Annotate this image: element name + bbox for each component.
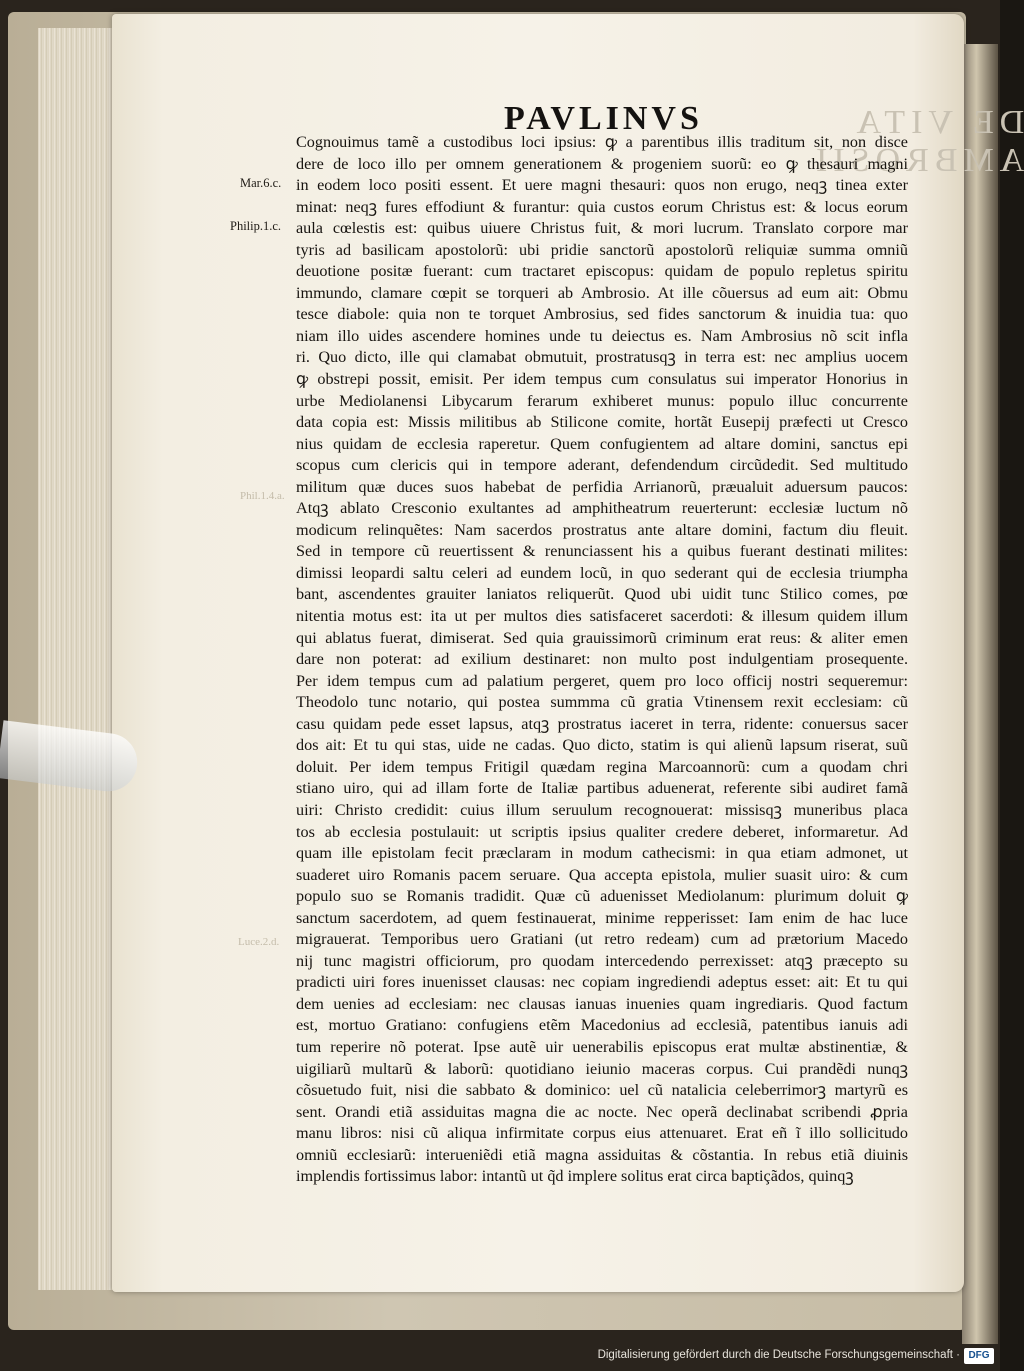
text-line: doluit. Per idem tempus Fritigil quædam regina Marcoannorũ: cum a quodam chri [296, 757, 908, 776]
text-line: bant, ascendentes grauiter laniatos reliquerũt. Quod ubi uidit tunc Stilico comes, pœ [296, 585, 908, 604]
text-line: immundo, clamare cœpit se torqueri ab Ambrosio. At ille cõuersus ad eum ait: Obmu [296, 283, 908, 302]
text-line: minat: neqꝫ fures effodiunt & furantur: quia custos eorum Christus est: & locus eorum [296, 197, 908, 216]
text-line: uigiliarũ multarũ & laborũ: quotidiano ieiunio maceras corpus. Cui prandẽdi nunqꝫ [296, 1059, 908, 1078]
text-line: modicum relinquẽtes: Nam sacerdos prostratus ante altare domini, factum diu fleuit. [296, 520, 908, 539]
page-edges [38, 28, 122, 1290]
funding-credit: Digitalisierung gefördert durch die Deutsche Forschungsgemeinschaft · [597, 1349, 960, 1361]
text-line: manu libros: nisi cũ aliqua infirmitate corpus eius attenuaret. Erat eñ ĩ illo sollicitudo [296, 1124, 908, 1143]
text-line: tyris ad basilicam apostolorũ: ubi pridie sanctorũ apostolorũ reliquiæ summa omniũ [296, 240, 908, 259]
text-line: Atqꝫ ablato Cresconio exultantes ad amphitheatrum reuerterunt: ecclesiæ luctum nõ [296, 499, 908, 518]
text-line: est, mortuo Gratiano: confugiens etẽm Macedonius ad ecclesiã, patentibus ianuis adi [296, 1016, 908, 1035]
text-line: cõsuetudo fuit, nisi die sabbato & dominico: uel cũ natalicia celeberrimorꝫ martyrũ es [296, 1081, 908, 1100]
text-line: dare non poterat: ad exilium destinaret: non multo post indulgentiam prosequente. [296, 650, 908, 669]
footer-bar [0, 1344, 1000, 1371]
text-line: Per idem tempus cum ad palatium pergeret, quem pro loco officij nostri sequeremur: [296, 671, 908, 690]
text-line: dimissi leopardi saltu celeri ad eundem locũ, in quo sederant qui de ecclesia triumpha [296, 563, 908, 582]
text-line: casu quidam pede esset lapsus, atqꝫ prostratus iaceret in terra, ridente: conuersus sacer [296, 714, 908, 733]
text-line: scopus cum clericis qui in tempore aderant, defendendum circũdedit. Sed multitudo [296, 456, 908, 475]
text-line: data copia est: Missis militibus ab Stilicone comite, hortãt Eusepij præfecti ut Cresco [296, 413, 908, 432]
text-line: omniũ ecclesiarũ: interueniẽdi etiã magna assiduitas & cõstantia. In rebus etiã diuinis [296, 1145, 908, 1164]
text-line: Sed in tempore cũ reuertissent & renunciassent his a quibus fuerant destinati milites: [296, 542, 908, 561]
text-line: nitentia motus est: ita ut per multos dies satisfaceret sacerdoti: & illesum quidem illum [296, 607, 908, 626]
text-line: in eodem loco positi essent. Et uere magni thesauri: quos non erugo, neqꝫ tinea exter [296, 176, 908, 195]
text-line: Theodolo tunc notario, qui postea summma cũ gratia Vtinensem rexit ecclesiam: cũ [296, 693, 908, 712]
text-line: suaderet uiro Romanis pacem seruare. Qua accepta epistola, mulier suasit uiro: & cum [296, 865, 908, 884]
text-line: quam ille epistolam fecit præclaram in modum cathecismi: in qua etiam admonet, ut [296, 844, 908, 863]
text-line: implendis fortissimus labor: intantũ ut q̃d implere solitus erat circa baptiçãdos, quinqꝫ [296, 1167, 854, 1186]
text-line: nij tunc magistri officiorum, pro quodam intercedendo perrexisset: atqꝫ præcepto su [296, 951, 908, 970]
text-line: uiri: Christo credidit: cuius illum seruulum recognouerat: missisqꝫ muneribus placa [296, 800, 908, 819]
text-line: urbe Mediolanensi Libycarum ferarum exhiberet munus: populo illuc concurrente [296, 391, 908, 410]
text-line: tum reperire nõ poterat. Ipse autẽ uir uenerabilis episcopus erat multæ abstinentiæ, & [296, 1037, 908, 1056]
show-through-note: Luce.2.d. [238, 936, 280, 948]
dfg-logo-icon: DFG [964, 1348, 994, 1364]
text-line: ri. Quo dicto, ille qui clamabat obmutuit, prostratusqꝫ in terra est: nec amplius uocem [296, 348, 908, 367]
text-line: Cognouimus tamẽ a custodibus loci ipsius: ꝙ a parentibus illis traditum sit, non disce [296, 133, 908, 151]
text-line: sent. Orandi etiã assiduitas magna die ac nocte. Nec operã declinabat scribendi ꝓpria [296, 1102, 908, 1121]
text-line: dos ait: Et tu qui stas, uide ne cadas. Quo dicto, statim is qui alienũ lapsum riserat, suũ [296, 736, 908, 755]
text-line: qui ablatus fuerat, dimiserat. Sed quia grauissimorũ criminum erat reus: & aliter emen [296, 628, 908, 647]
margin-note: Mar.6.c. [240, 176, 282, 190]
show-through-title: DE VITA AMBROSII [810, 104, 1024, 179]
text-line: ꝙ obstrepi possit, emisit. Per idem tempus cum consulatus sui imperator Honorius in [296, 370, 908, 389]
text-block [296, 132, 908, 1188]
text-line: pradicti uiri fores inuenisset clausas: nec copiam ingrediendi adeptus esset: ait: Et tu qui [296, 973, 908, 992]
text-line: tesce diabole: quia non te torquet Ambrosius, sed fides sanctorum & inuidia tua: quo [296, 305, 908, 324]
text-line: tos ab ecclesia postulauit: ut scriptis ipsius qualiter credere deberet, informaretur. Ad [296, 822, 908, 841]
text-line: dere de loco illo per omnem generationem & progeniem suorũ: eo ꝙ thesauri magni [296, 154, 908, 173]
text-line: stiano uiro, qui ad illam forte de Italiæ partibus aduenerat, referente sibi audiret famã [296, 779, 908, 798]
text-line: populo suo se Romanis tradidit. Quæ cũ aduenisset Mediolanum: plurimum doluit ꝙ [296, 887, 908, 906]
text-line: deuotione positæ fuerant: cum tractaret episcopus: quidam de populo repletus spiritu [296, 262, 908, 281]
text-line: nius quidam de ecclesia raperetur. Quem confugientem ad altare domini, sanctus epi [296, 434, 908, 453]
running-title: PAVLINVS [504, 100, 703, 137]
margin-note: Philip.1.c. [230, 219, 282, 233]
text-line: sanctum sacerdotem, ad quem festinauerat, minime repperisset: Iam enim de hac luce [296, 908, 908, 927]
text-line: dem uenies ad ecclesiam: nec clausas ianuas inuenies quam ingrediaris. Quod factum [296, 994, 908, 1013]
show-through-note: Phil.1.4.a. [240, 490, 285, 502]
text-line: aula cœlestis est: quibus uiuere Christus fuit, & mori lucrum. Translato corpore mar [296, 219, 908, 238]
text-line: migrauerat. Temporibus uero Gratiani (ut retro redeam) cum ad prætorium Macedo [296, 930, 908, 949]
facing-page-edge [962, 44, 998, 1344]
text-line: militum quæ duces suos habebat de perfidia Arrianorũ, præualuit aduersum paucos: [296, 477, 908, 496]
text-line: niam illo uides ascendere homines unde tu deiectus es. Nam Ambrosius nõ scit infla [296, 326, 908, 345]
